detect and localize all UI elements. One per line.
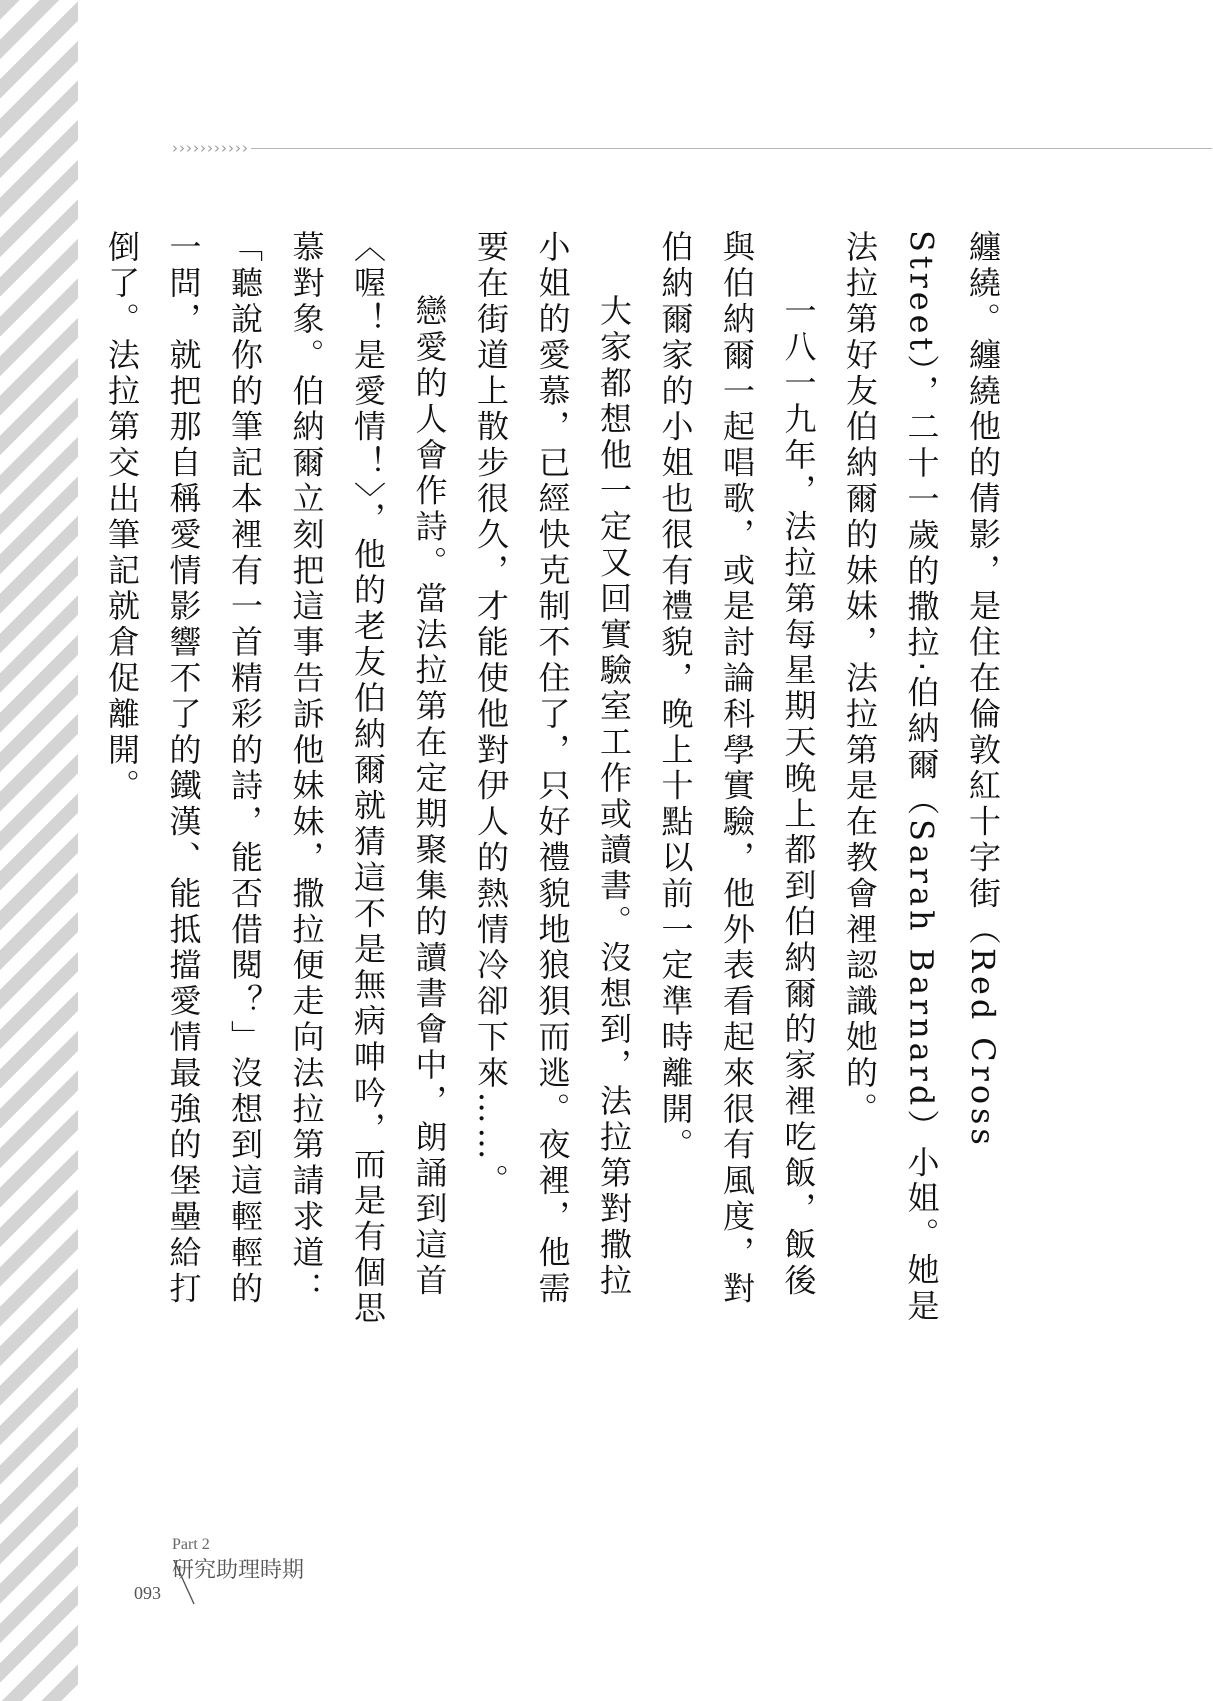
body-text (103, 230, 1013, 1330)
page-footer (134, 1536, 354, 1616)
header-rule (172, 138, 1212, 158)
page-number: 093 (134, 1583, 161, 1603)
paragraph: 戀愛的人會作詩。當法拉第在定期聚集的讀書會中，朗誦到這首〈喔！是愛情！〉，他的老友伯納爾就猜這不是無病呻吟，而是有個思慕對象。伯納爾立刻把這事告訴他妹妹，撒拉便走向法拉第請求道：「聽說你的筆記本裡有一首精彩的詩，能否借閱？」沒想到這輕輕的一問，就把那自稱愛情影響不了的鐵漢、能抵擋愛情最強的堡壘給打倒了。法拉第交出筆記就倉促離開。 (103, 230, 449, 1327)
section-title: 研究助理時期 (172, 1558, 305, 1583)
paragraph: 大家都想他一定又回實驗室工作或讀書。沒想到，法拉第對撒拉小姐的愛慕，已經快克制不住了，只好禮貌地狼狽而逃。夜裡，他需要在街道上散步很久，才能使他對伊人的熱情冷卻下來……。 (472, 230, 633, 1307)
header-line (251, 148, 1212, 149)
header-chevrons: ››››››››››› (172, 139, 249, 157)
paragraph: 一八一九年，法拉第每星期天晚上都到伯納爾的家裡吃飯，飯後與伯納爾一起唱歌，或是討論科學實驗，他外表看起來很有風度，對伯納爾家的小姐也很有禮貌，晚上十點以前一定準時離開。 (656, 230, 818, 1307)
part-label: Part 2 (172, 1536, 210, 1553)
decorative-stripe-band (0, 0, 78, 1701)
backslash-divider-icon (172, 1558, 200, 1608)
paragraph: 纏繞。纏繞他的倩影，是住在倫敦紅十字街（Red Cross Street），二十一歲的撒拉‧伯納爾（Sarah Barnard）小姐。她是法拉第好友伯納爾的妹妹，法拉第是在教會裡認識她的。 (841, 230, 1002, 1325)
